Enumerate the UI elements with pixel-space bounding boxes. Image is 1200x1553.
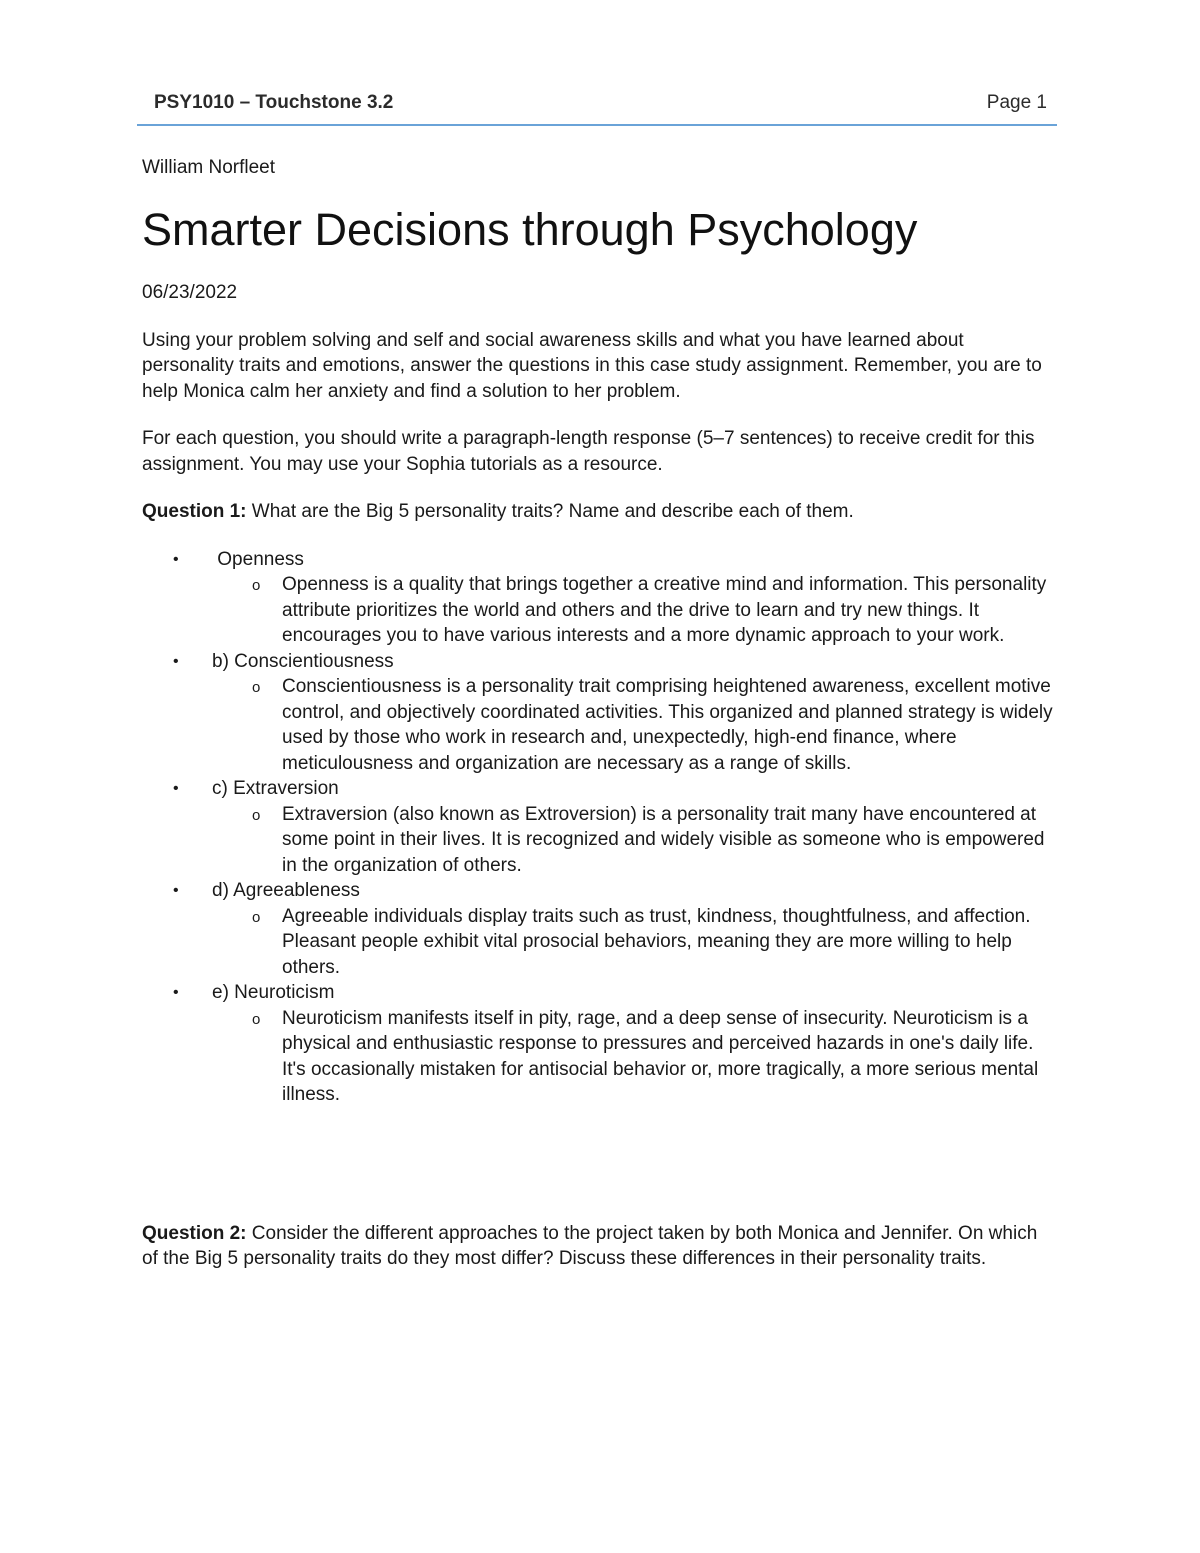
bullet-icon: • [173,882,179,899]
trait-description-item [212,904,1057,981]
trait-item [142,776,1057,878]
sub-bullet-icon: o [252,806,261,824]
question-1 [142,499,1057,525]
trait-description: Openness is a quality that brings together a creative mind and information. This personality attribute prioritizes the world and others and the drive to learn and try new things. It encourages you to have various interests and a more dynamic approach to your work. [282,574,1047,646]
trait-sublist [212,674,1057,776]
trait-description-item [212,572,1057,649]
trait-name: b) Conscientiousness [212,650,394,672]
trait-description: Conscientiousness is a personality trait comprising heightened awareness, excellent motive control, and objectively coordinated activities. This organized and planned strategy is widely used by those who work in research and, unexpectedly, high-end finance, where meticulousness and organization are necessary as a range of skills. [282,676,1053,774]
trait-description: Extraversion (also known as Extroversion) is a personality trait many have encountered at some point in their lives. It is recognized and widely visible as someone who is empowered in the organization of others. [282,803,1045,876]
trait-item [142,547,1057,649]
trait-sublist [212,1006,1057,1108]
question-1-label: Question 1: [142,501,247,522]
traits-list [142,547,1057,1108]
trait-sublist [212,572,1057,649]
trait-sublist [212,802,1057,879]
sub-bullet-icon: o [252,577,261,594]
bullet-icon: • [173,652,179,670]
document-date: 06/23/2022 [142,282,238,303]
trait-sublist [212,904,1057,981]
course-title: PSY1010 – Touchstone 3.2 [154,92,394,113]
trait-name: e) Neuroticism [212,982,335,1003]
trait-name: d) Agreeableness [212,880,360,901]
sub-bullet-icon: o [252,1010,261,1028]
trait-name: Openness [212,548,304,570]
sub-bullet-icon: o [252,908,261,926]
author-name: William Norfleet [142,157,276,178]
question-1-text: What are the Big 5 personality traits? Name and describe each of them. [246,501,854,522]
trait-name: c) Extraversion [212,778,339,799]
document-body [142,155,1057,1272]
trait-description: Agreeable individuals display traits such as trust, kindness, thoughtfulness, and affection. Pleasant people exhibit vital prosocial behaviors, meaning they are more willing to help others. [282,905,1031,978]
page-header [137,90,1057,126]
bullet-icon: • [173,984,179,1001]
document-title: Smarter Decisions through Psychology [142,204,918,255]
trait-description-item [212,674,1057,776]
page-number: Page 1 [986,92,1047,113]
bullet-icon: • [173,550,179,568]
trait-item [142,649,1057,777]
trait-description-item [212,1006,1057,1108]
trait-item [142,980,1057,1108]
trait-description-item [212,802,1057,879]
sub-bullet-icon: o [252,679,261,696]
question-2 [142,1221,1057,1272]
bullet-icon: • [173,780,179,797]
intro-paragraph-2: For each question, you should write a paragraph-length response (5–7 sentences) to receive credit for this assignment. You may use your Sophia tutorials as a resource. [142,428,1035,475]
intro-paragraph-1: Using your problem solving and self and social awareness skills and what you have learned about personality traits and emotions, answer the questions in this case study assignment. Remember, you are to help Monica calm her anxiety and find a solution to her problem. [142,329,1042,402]
question-2-label: Question 2: [142,1222,247,1244]
question-2-text: Consider the different approaches to the project taken by both Monica and Jennifer. On which of the Big 5 personality traits do they most differ? Discuss these differences in their personality traits. [142,1222,1038,1269]
trait-item [142,878,1057,980]
trait-description: Neuroticism manifests itself in pity, rage, and a deep sense of insecurity. Neuroticism is a physical and enthusiastic response to pressures and perceived hazards in one's daily life. It's occasionally mistaken for antisocial behavior or, more tragically, a more serious mental illness. [282,1007,1039,1105]
